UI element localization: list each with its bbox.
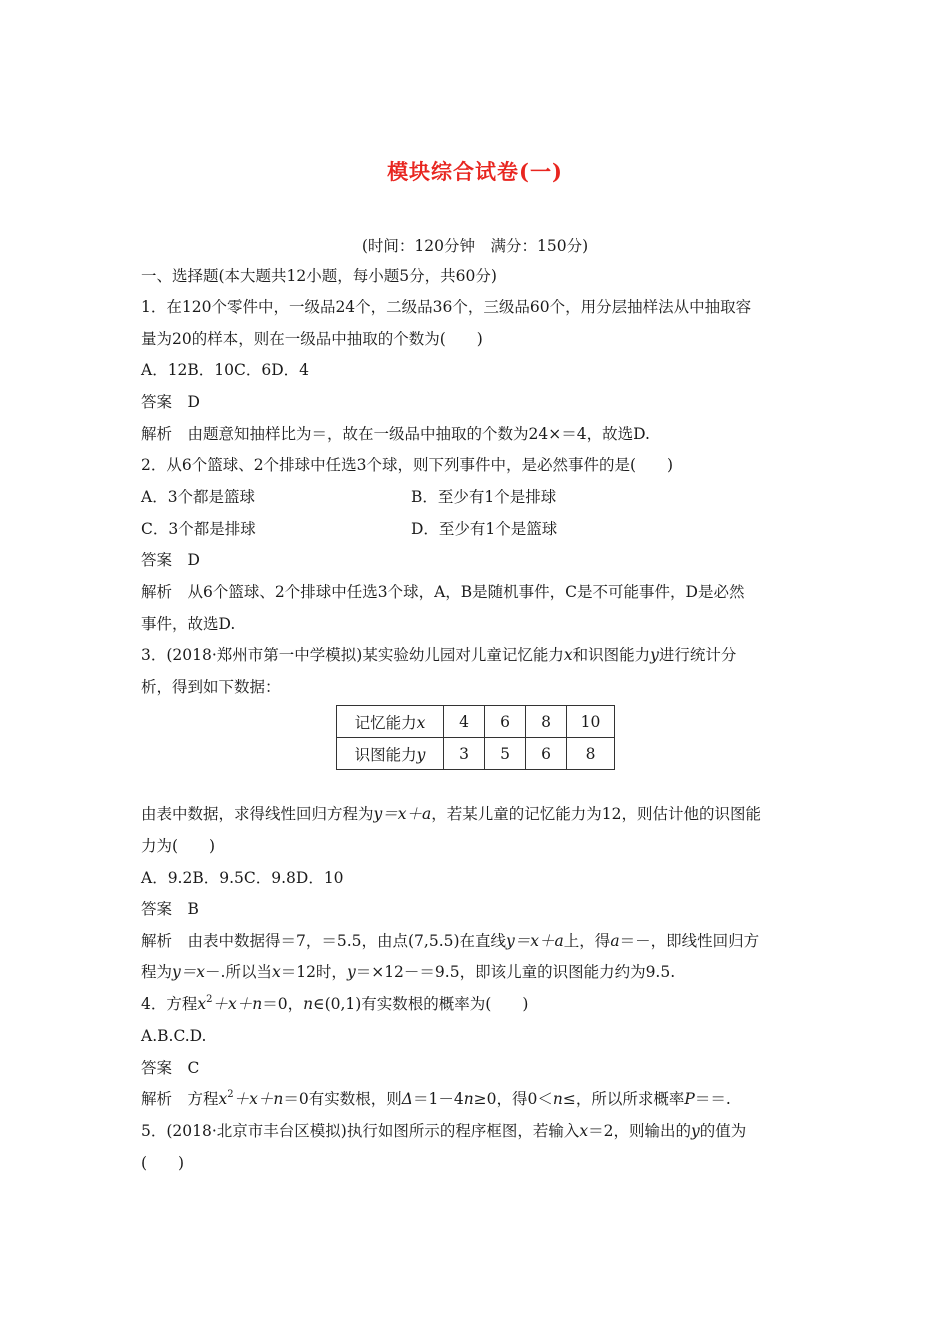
q3-text: 程为 [141,963,173,981]
page-title: 模块综合试卷(一) [387,159,563,184]
q3-analysis-line1 [141,931,759,951]
exam-meta: (时间：120分钟 满分：150分) [361,237,589,255]
q3-text: 由表中数据，求得线性回归方程为 [141,805,374,823]
table-cell: 6 [485,706,526,738]
q3-text: 上，得 [563,932,611,950]
row-var: y [416,745,426,764]
q2-analysis-line2: 事件，故选D. [141,615,236,633]
row-label: 识图能力 [354,745,417,764]
q3-options: A．9.2B．9.5C．9.8D．10 [141,869,344,887]
var-p: P [684,1090,695,1108]
q4-text: ≥0，得0＜ [473,1090,553,1108]
q4-text: 4．方程 [141,995,198,1013]
q2-analysis-line1: 解析 从6个篮球、2个排球中任选3个球，A，B是随机事件，C是不可能事件，D是必然 [141,583,745,601]
q3-after-line1 [141,804,761,824]
table-cell: 8 [567,738,615,770]
exponent: 2 [206,994,213,1005]
q3-stem-line1 [141,645,736,665]
q4-answer: 答案 C [141,1059,200,1077]
var-n: n [552,1090,563,1108]
section-heading: 一、选择题(本大题共12小题，每小题5分，共60分) [141,267,497,285]
table-cell: 8 [526,706,567,738]
q3-text: －.所以当 [205,963,272,981]
q3-text: 解析 由表中数据得＝7，＝5.5，由点(7,5.5)在直线 [141,932,507,950]
var-y: y [650,646,659,664]
var-a: a [610,932,620,950]
q1-analysis: 解析 由题意知抽样比为＝，故在一级品中抽取的个数为24×＝4，故选D. [141,425,650,443]
q3-stem-line2: 析，得到如下数据： [141,678,281,696]
var-y: y [346,963,356,981]
var-x: x [218,1090,228,1108]
q3-stem-text: 和识图能力 [572,646,651,664]
q2-option-b: B．至少有1个是排球 [411,488,557,506]
regression-equation: y＝x [172,963,206,981]
regression-equation: y＝x＋a [373,805,432,823]
q1-stem-line2: 量为20的样本，则在一级品中抽取的个数为( ) [141,330,483,348]
q1-stem-line1: 1．在120个零件中，一级品24个，二级品36个，三级品60个，用分层抽样法从中抽取容 [141,298,752,316]
equation-rest: ＋x＋n [212,995,263,1013]
data-table [336,705,615,770]
table-row [337,706,615,738]
q3-text: ，若某儿童的记忆能力为12，则估计他的识图能 [431,805,761,823]
table-cell: 3 [444,738,485,770]
q5-text: 5．(2018·北京市丰台区模拟)执行如图所示的程序框图，若输入 [141,1122,580,1140]
var-x: x [197,995,207,1013]
q3-stem-text: 3．(2018·郑州市第一中学模拟)某实验幼儿园对儿童记忆能力 [141,646,564,664]
q5-text: 的值为 [699,1122,747,1140]
q3-text: ＝12时， [280,963,347,981]
q2-answer: 答案 D [141,551,200,569]
q1-options: A．12B．10C．6D．4 [141,361,310,379]
q2-option-a: A．3个都是篮球 [141,488,256,506]
q4-text: ≤，所以所求概率 [562,1090,685,1108]
var-x: x [579,1122,589,1140]
q4-text: ＝＝. [694,1090,731,1108]
q4-stem [141,994,528,1014]
regression-equation: y＝x＋a [506,932,564,950]
table-cell: 10 [567,706,615,738]
q2-stem: 2．从6个篮球、2个排球中任选3个球，则下列事件中，是必然事件的是( ) [141,456,674,474]
q3-analysis-line2 [141,962,675,982]
q3-text: ＝×12－＝9.5，即该儿童的识图能力约为9.5. [355,963,676,981]
table-cell: 6 [526,738,567,770]
row-var: x [416,713,426,732]
table-cell: 5 [485,738,526,770]
q4-options: A.B.C.D. [141,1027,207,1045]
row-header [337,738,444,770]
q4-text: ＝1－4 [412,1090,464,1108]
q4-text: ＝0有实数根，则 [283,1090,402,1108]
var-x: x [271,963,281,981]
row-label: 记忆能力 [354,713,417,732]
q5-stem-line1 [141,1121,746,1141]
table-cell: 4 [444,706,485,738]
var-n: n [303,995,314,1013]
q4-text: 解析 方程 [141,1090,219,1108]
q1-answer: 答案 D [141,393,200,411]
q2-option-c: C．3个都是排球 [141,520,256,538]
var-y: y [690,1122,700,1140]
q3-answer: 答案 B [141,900,199,918]
equation-rest: ＋x＋n [233,1090,284,1108]
q3-stem-text: 进行统计分 [658,646,737,664]
q4-text: ＝0， [262,995,304,1013]
exponent: 2 [227,1089,234,1100]
q3-text: ＝－，即线性回归方 [619,932,760,950]
q3-after-line2: 力为( ) [141,837,216,855]
var-x: x [563,646,573,664]
table-row [337,738,615,770]
var-delta: Δ [401,1090,413,1108]
q4-text: ∈(0,1)有实数根的概率为( ) [313,995,529,1013]
q5-text: ＝2，则输出的 [588,1122,691,1140]
q5-stem-line2: ( ) [141,1154,185,1172]
q4-analysis [141,1089,731,1109]
q2-option-d: D．至少有1个是篮球 [411,520,558,538]
row-header [337,706,444,738]
var-n: n [463,1090,474,1108]
